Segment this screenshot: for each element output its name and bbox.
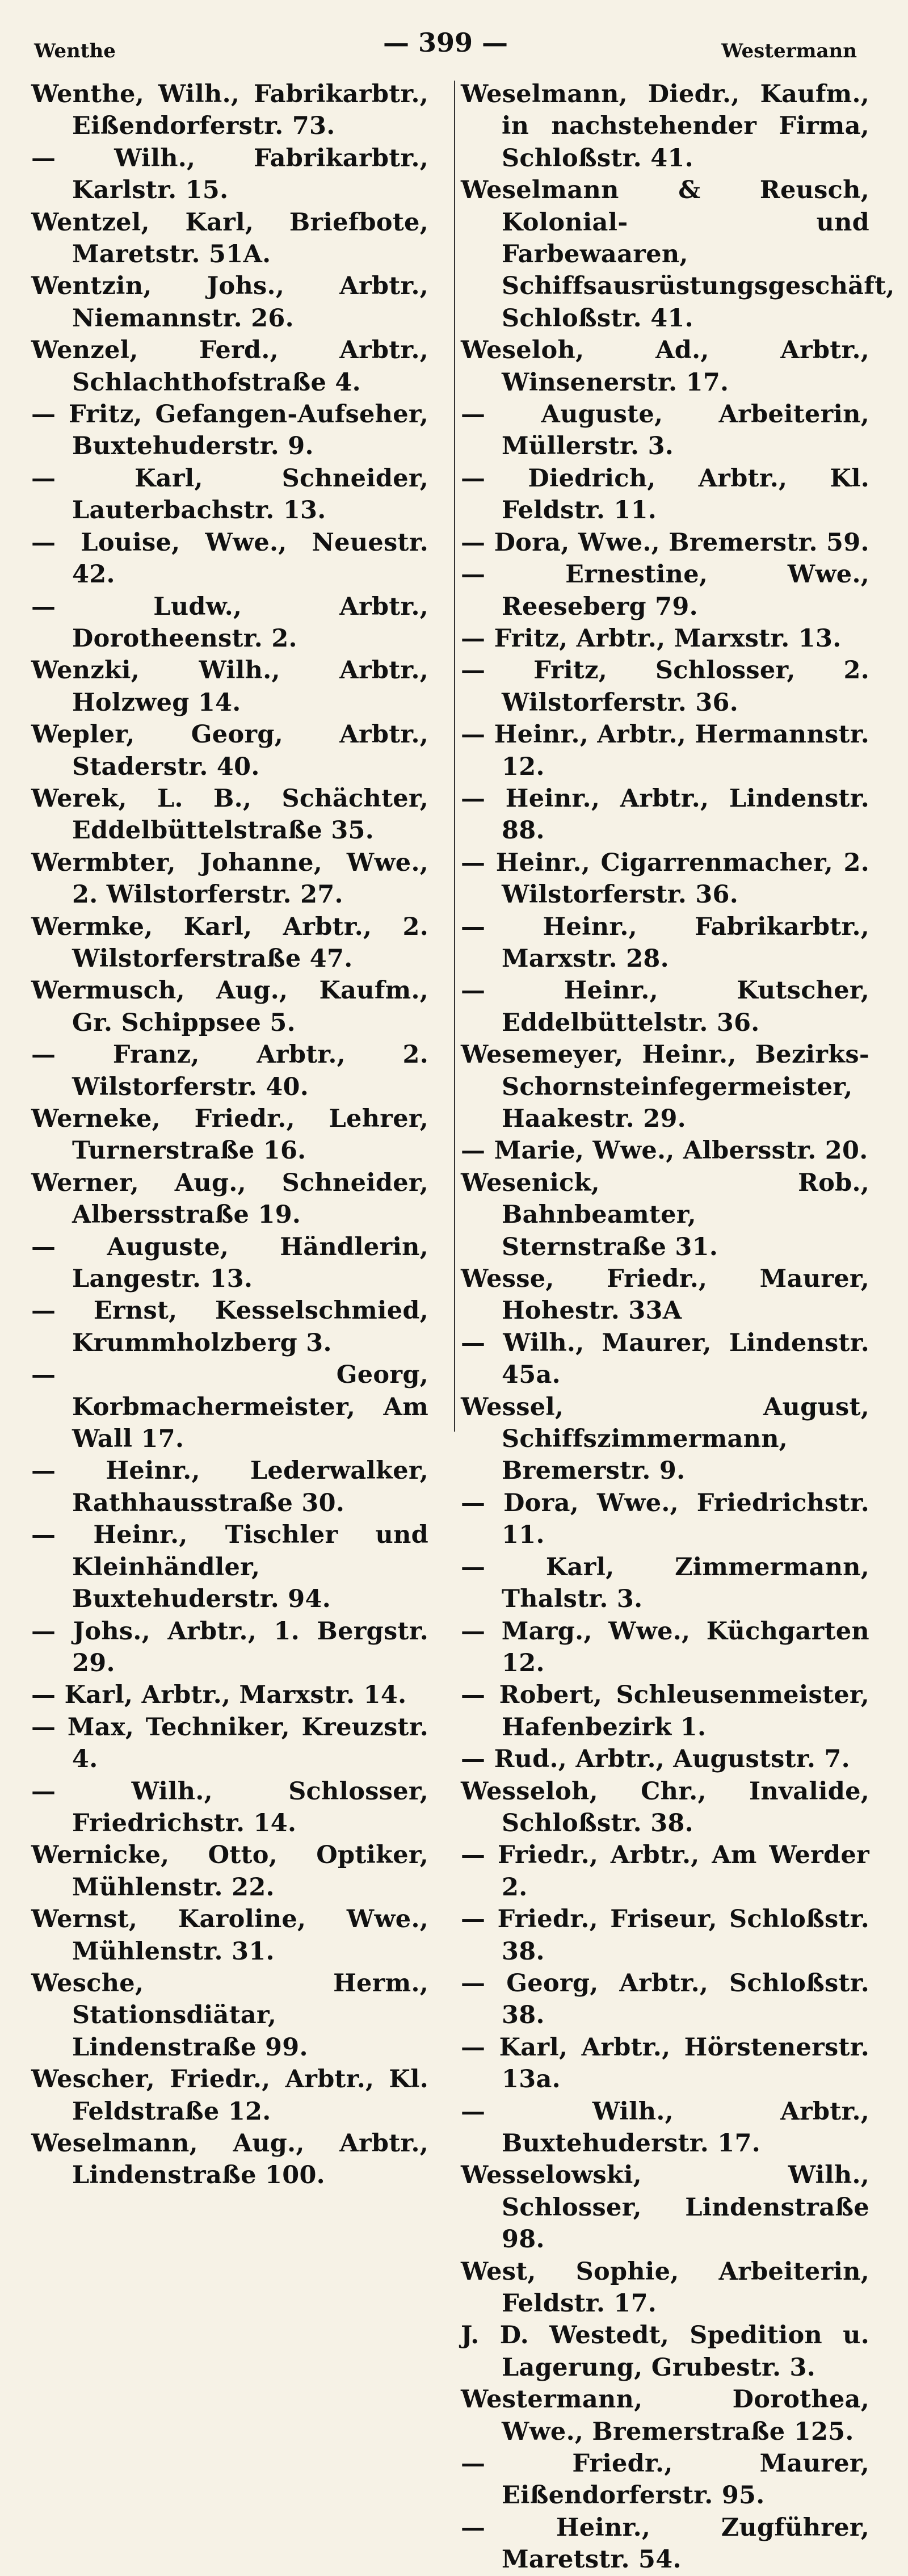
directory-entry: — Heinr., Fabrikarbtr., Marxstr. 28. [461,912,869,973]
directory-entry: Wesselowski, Wilh., Schlosser, Lindenstraße 98. [461,2161,869,2254]
directory-entry: — Fritz, Arbtr., Marxstr. 13. [461,624,842,653]
directory-entry: Wenzki, Wilh., Arbtr., Holzweg 14. [31,656,428,717]
directory-entry: Werek, L. B., Schächter, Eddelbüttelstraße 35. [31,784,428,845]
directory-entry: Wernst, Karoline, Wwe., Mühlenstr. 31. [31,1905,428,1966]
header-left-catchword: Wenthe [34,40,116,62]
directory-entry: Wernicke, Otto, Optiker, Mühlenstr. 22. [31,1841,428,1902]
directory-entry: Werner, Aug., Schneider, Albersstraße 19. [31,1168,428,1230]
directory-entry: Wenzel, Ferd., Arbtr., Schlachthofstraße 4. [31,336,428,397]
directory-entry: — Marie, Wwe., Albersstr. 20. [461,1136,868,1165]
directory-entry: Wescher, Friedr., Arbtr., Kl. Feldstraße 12. [31,2065,428,2126]
directory-entry: — Heinr., Kutscher, Eddelbüttelstr. 36. [461,976,869,1037]
directory-entry: — Johs., Arbtr., 1. Bergstr. 29. [31,1617,428,1677]
directory-entry: — Wilh., Fabrikarbtr., Karlstr. 15. [31,144,428,205]
directory-entry: — Auguste, Arbeiterin, Müllerstr. 3. [461,400,869,461]
directory-entry: Wesenick, Rob., Bahnbeamter, Sternstraße 31. [461,1168,869,1261]
directory-entry: — Heinr., Tischler und Kleinhändler, Buxtehuderstr. 94. [31,1521,428,1614]
column-divider [454,81,455,1432]
directory-entry: — Heinr., Arbtr., Lindenstr. 88. [461,784,869,845]
directory-entry: — Karl, Arbtr., Marxstr. 14. [31,1681,407,1710]
directory-entry: — Heinr., Arbtr., Hermannstr. 12. [461,720,869,781]
directory-entry: — Rud., Arbtr., Auguststr. 7. [461,1745,850,1774]
page-number: — 399 — [382,27,508,58]
directory-entry: — Heinr., Lederwalker, Rathhausstraße 30. [31,1457,428,1517]
directory-entry: Weselmann, Aug., Arbtr., Lindenstraße 100. [31,2129,428,2190]
directory-entry: — Wilh., Schlosser, Friedrichstr. 14. [31,1777,428,1837]
directory-entry: — Fritz, Schlosser, 2. Wilstorferstr. 36. [461,656,869,717]
directory-entry: Westermann, Dorothea, Wwe., Bremerstraße 125. [461,2385,869,2446]
directory-entry: Wermbter, Johanne, Wwe., 2. Wilstorferstr. 27. [31,848,428,909]
directory-entry: J. D. Westedt, Spedition u. Lagerung, Grubestr. 3. [461,2321,869,2382]
directory-entry: — Heinr., Cigarrenmacher, 2. Wilstorferstr. 36. [461,848,869,909]
directory-entry: — Diedrich, Arbtr., Kl. Feldstr. 11. [461,464,869,525]
directory-entry: — Karl, Arbtr., Hörstenerstr. 13a. [461,2033,869,2094]
directory-entry: Wepler, Georg, Arbtr., Staderstr. 40. [31,720,428,781]
directory-entry: — Friedr., Maurer, Eißendorferstr. 95. [461,2449,869,2510]
directory-entry: Wermke, Karl, Arbtr., 2. Wilstorferstraße 47. [31,912,428,973]
directory-entry: — Wilh., Arbtr., Buxtehuderstr. 17. [461,2097,869,2158]
directory-entry: Wessel, August, Schiffszimmermann, Bremerstr. 9. [461,1392,869,1486]
left-column [31,78,428,2192]
directory-entry: Wenthe, Wilh., Fabrikarbtr., Eißendorferstr. 73. [31,80,428,141]
directory-entry: — Ludw., Arbtr., Dorotheenstr. 2. [31,592,428,653]
directory-entry: — Fritz, Gefangen-Aufseher, Buxtehuderstr. 9. [31,400,428,461]
directory-entry: — Friedr., Friseur, Schloßstr. 38. [461,1905,869,1966]
directory-entry: — Friedr., Arbtr., Am Werder 2. [461,1841,869,1902]
directory-entry: — Auguste, Händlerin, Langestr. 13. [31,1232,428,1294]
right-column [461,78,895,2576]
directory-entry: Wermusch, Aug., Kaufm., Gr. Schippsee 5. [31,976,428,1037]
directory-entry: — Georg, Korbmachermeister, Am Wall 17. [31,1361,428,1454]
directory-entry: West, Sophie, Arbeiterin, Feldstr. 17. [461,2257,869,2318]
directory-entry: Weselmann & Reusch, Kolonial- und Farbewaaren, Schiffsausrüstungsgeschäft, Schloßstr. 41. [461,176,895,333]
directory-entry: Werneke, Friedr., Lehrer, Turnerstraße 16. [31,1105,428,1165]
directory-entry: — Georg, Arbtr., Schloßstr. 38. [461,1969,869,2030]
directory-entry: Wesche, Herm., Stationsdiätar, Lindenstraße 99. [31,1969,428,2062]
directory-entry: — Wilh., Maurer, Lindenstr. 45a. [461,1328,869,1390]
directory-entry: — Marg., Wwe., Küchgarten 12. [461,1617,869,1677]
directory-entry: Wesseloh, Chr., Invalide, Schloßstr. 38. [461,1777,869,1837]
directory-entry: — Louise, Wwe., Neuestr. 42. [31,528,428,589]
directory-entry: — Dora, Wwe., Bremerstr. 59. [461,528,869,557]
directory-entry: Wesemeyer, Heinr., Bezirks-Schornsteinfegermeister, Haakestr. 29. [461,1041,869,1133]
directory-entry: — Franz, Arbtr., 2. Wilstorferstr. 40. [31,1041,428,1101]
directory-entry: Weselmann, Diedr., Kaufm., in nachstehender Firma, Schloßstr. 41. [461,80,869,173]
directory-entry: Wesse, Friedr., Maurer, Hohestr. 33A [461,1265,869,1325]
directory-entry: — Heinr., Zugführer, Maretstr. 54. [461,2513,869,2574]
directory-entry: — Karl, Zimmermann, Thalstr. 3. [461,1553,869,1614]
directory-entry: — Ernst, Kesselschmied, Krummholzberg 3. [31,1297,428,1357]
page-header [34,27,857,67]
directory-entry: — Max, Techniker, Kreuzstr. 4. [31,1713,428,1774]
directory-entry: — Robert, Schleusenmeister, Hafenbezirk 1. [461,1681,869,1742]
directory-entry: Wentzin, Johs., Arbtr., Niemannstr. 26. [31,272,428,333]
directory-entry: — Ernestine, Wwe., Reeseberg 79. [461,560,869,621]
directory-entry: — Dora, Wwe., Friedrichstr. 11. [461,1488,869,1550]
directory-entry: — Karl, Schneider, Lauterbachstr. 13. [31,464,428,525]
directory-entry: Wentzel, Karl, Briefbote, Maretstr. 51A. [31,208,428,269]
header-right-catchword: Westermann [721,40,857,62]
directory-entry: Weseloh, Ad., Arbtr., Winsenerstr. 17. [461,336,869,397]
